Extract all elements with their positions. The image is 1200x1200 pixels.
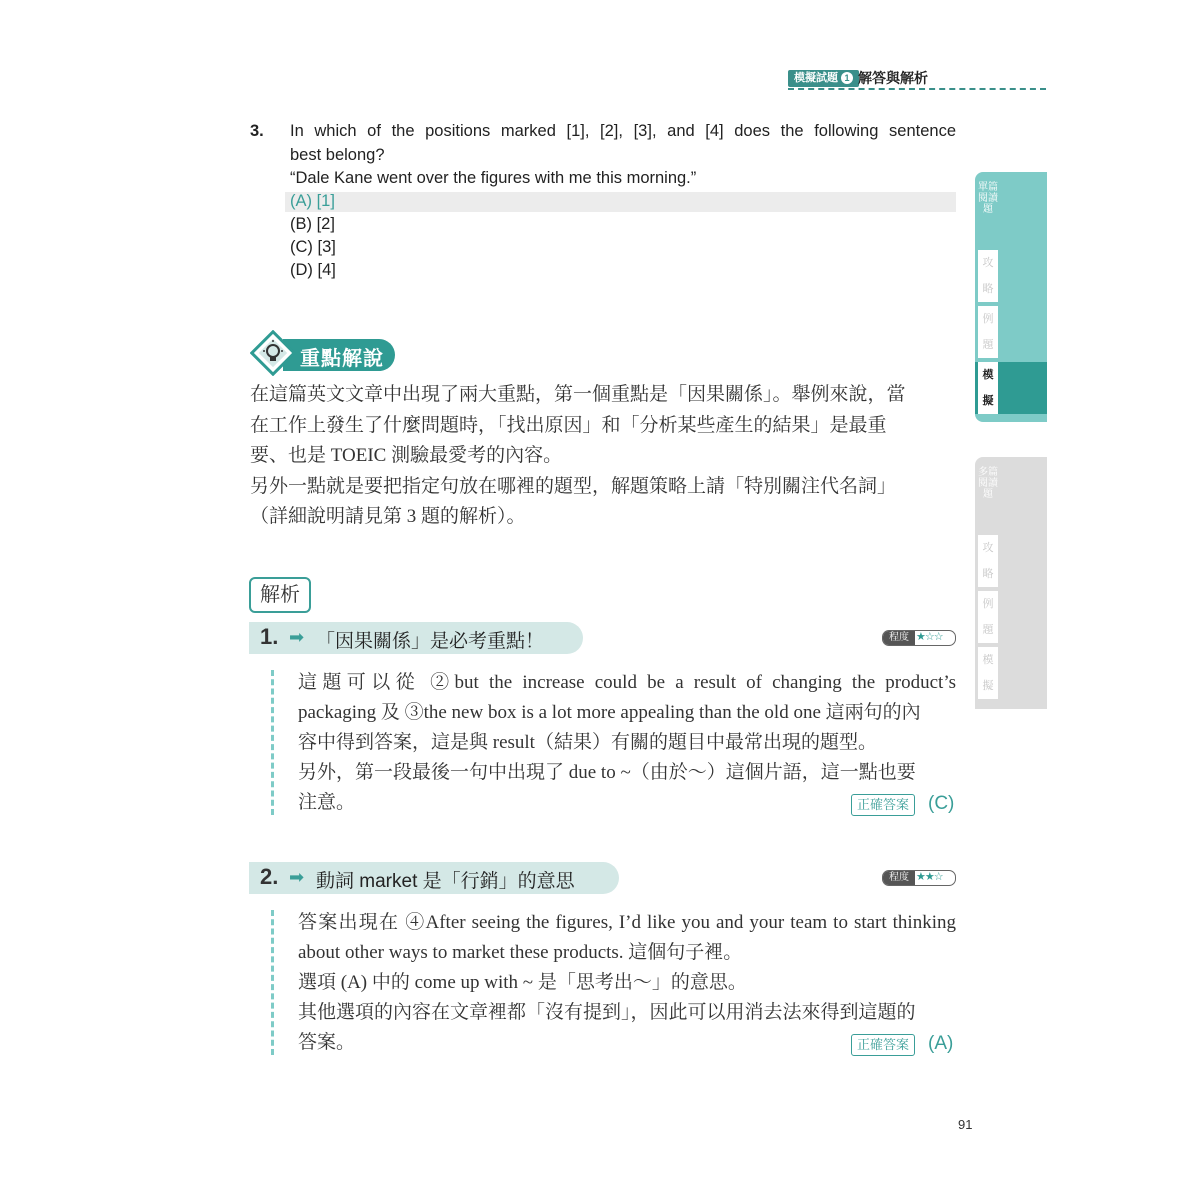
key-point-body — [250, 380, 956, 533]
section-1-dash-rule — [271, 670, 274, 815]
section-1-line: packaging 及 ③the new box is a lot more appealing than the old one 這兩句的內 — [298, 702, 921, 723]
side-tab-cell: 攻 — [978, 535, 998, 561]
side-tab-cell: 題 — [978, 617, 998, 643]
side-tab-multi-reading[interactable] — [975, 457, 1047, 709]
key-point-line: 另外一點就是要把指定句放在哪裡的題型，解題策略上請「特別關注代名詞」 — [250, 475, 897, 497]
option-d: (D) [4] — [290, 261, 336, 279]
side-tab-cell: 模 — [978, 647, 998, 673]
side-tab-active-cell: 擬 — [978, 388, 998, 414]
answer-badge-2: 正確答案 — [851, 1034, 915, 1056]
side-tab-cell: 題 — [978, 332, 998, 358]
key-point-line: 在工作上發生了什麼問題時，「找出原因」和「分析某些產生的結果」是最重 — [250, 414, 887, 436]
key-point-line: 要、也是 TOEIC 測驗最愛考的內容。 — [250, 445, 563, 466]
header-divider — [788, 88, 1046, 90]
side-tab-cell: 攻 — [978, 250, 998, 276]
running-header — [788, 68, 1048, 92]
side-tab-cell: 略 — [978, 276, 998, 302]
side-tab-cell: 例 — [978, 306, 998, 332]
key-point-line: （詳細說明請見第 3 題的解析）。 — [250, 506, 526, 527]
section-2-line: 其他選項的內容在文章裡都「沒有提到」，因此可以用消去法來得到這題的 — [298, 1002, 916, 1023]
section-2-line: 答案出現在 ④After seeing the figures, I’d like you and your team to start thinking — [298, 912, 956, 933]
difficulty-stars: ★☆☆ — [916, 630, 943, 643]
correct-option-highlight — [285, 192, 956, 212]
side-tab-cell: 擬 — [978, 673, 998, 699]
key-point-title: 重點解說 — [300, 348, 384, 370]
question-number: 3. — [250, 122, 264, 140]
side-tab-vertical-label: 單篇閱讀題 — [978, 182, 998, 215]
option-a: (A) [1] — [290, 192, 335, 210]
section-2-dash-rule — [271, 910, 274, 1055]
section-1-line: 這題可以從 ②but the increase could be a result of changing the product’s — [298, 672, 956, 693]
page-number: 91 — [958, 1117, 973, 1132]
section-1-number: 1. — [260, 624, 279, 649]
key-point-line: 在這篇英文文章中出現了兩大重點，第一個重點是「因果關係」。舉例來說，當 — [250, 384, 906, 405]
section-2-line: about other ways to market these products. 這個句子裡。 — [298, 942, 743, 963]
difficulty-label: 程度 — [883, 631, 915, 645]
answer-value-1: (C) — [928, 793, 955, 814]
side-tab-vertical-label: 多篇閱讀題 — [978, 467, 998, 500]
section-1-line: 注意。 — [298, 792, 356, 813]
question-text-line1: In which of the positions marked [1], [2], [3], and [4] does the following sentence — [290, 122, 956, 140]
arrow-right-icon: ➡ — [289, 867, 305, 888]
lightbulb-icon — [250, 330, 296, 376]
answer-value-2: (A) — [928, 1033, 954, 1054]
answer-badge-1: 正確答案 — [851, 794, 915, 816]
section-1-line: 另外，第一段最後一句中出現了 due to ~（由於～）這個片語，這一點也要 — [298, 762, 916, 783]
option-b: (B) [2] — [290, 215, 335, 233]
difficulty-stars: ★★☆ — [916, 870, 943, 883]
section-2-line: 答案。 — [298, 1032, 356, 1053]
question-text-line2: best belong? — [290, 146, 385, 164]
analysis-label: 解析 — [249, 577, 311, 613]
section-2-line: 選項 (A) 中的 come up with ~ 是「思考出～」的意思。 — [298, 972, 747, 993]
difficulty-level-2 — [882, 870, 956, 886]
header-title: 解答與解析 — [858, 70, 928, 86]
side-tab-single-reading[interactable] — [975, 172, 1047, 422]
header-tag-number: 1 — [841, 72, 853, 84]
difficulty-label: 程度 — [883, 871, 915, 885]
section-1-line: 容中得到答案，這是與 result（結果）有關的題目中最常出現的題型。 — [298, 732, 877, 753]
side-tab-cell: 例 — [978, 591, 998, 617]
section-2-number: 2. — [260, 864, 279, 889]
side-tab-active-cell: 模 — [978, 362, 998, 388]
difficulty-level-1 — [882, 630, 956, 646]
section-1-title: 「因果關係」是必考重點！ — [316, 631, 545, 652]
section-2-title: 動詞 market 是「行銷」的意思 — [316, 871, 575, 892]
side-tab-cell: 略 — [978, 561, 998, 587]
question-quote: “Dale Kane went over the figures with me this morning.” — [290, 169, 697, 187]
header-tag: 模擬試題 1 — [788, 70, 859, 87]
arrow-right-icon: ➡ — [289, 627, 305, 648]
option-c: (C) [3] — [290, 238, 336, 256]
